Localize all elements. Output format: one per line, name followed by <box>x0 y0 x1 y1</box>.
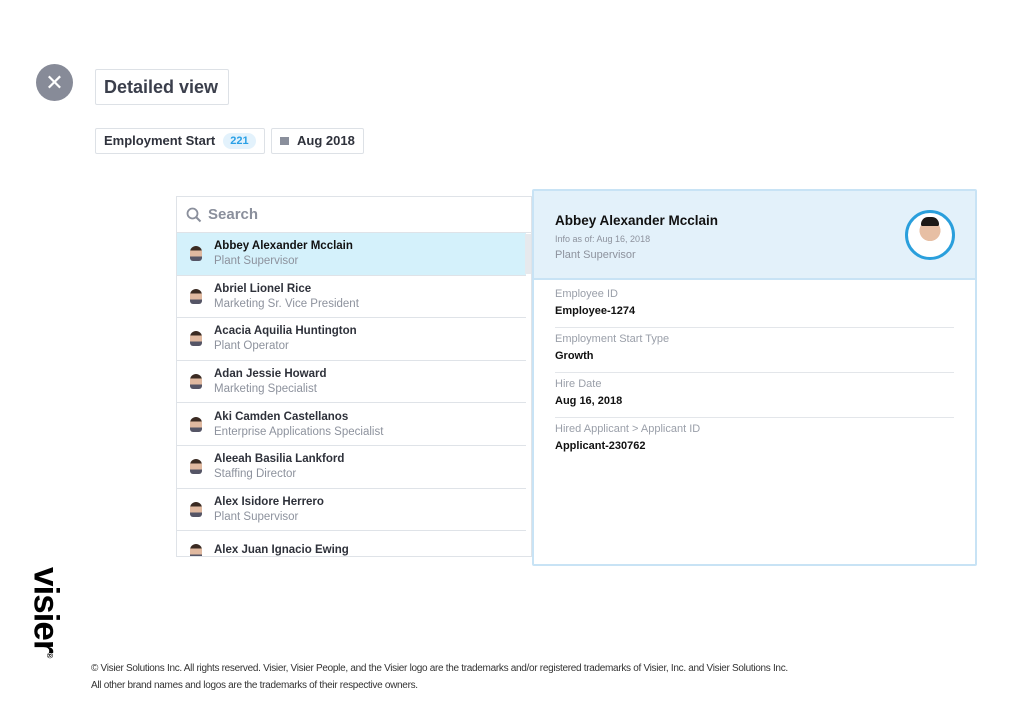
avatar <box>190 544 202 557</box>
employee-name: Aki Camden Castellanos <box>214 410 349 423</box>
metric-label: Employment Start <box>104 133 216 148</box>
search-icon <box>186 207 202 223</box>
employee-job: Plant Supervisor <box>214 255 299 268</box>
employee-list <box>176 196 532 557</box>
employee-job: Plant Operator <box>214 340 289 353</box>
employee-name: Abbey Alexander Mcclain <box>214 240 353 253</box>
search-placeholder: Search <box>208 206 259 223</box>
employee-name: Alex Juan Ignacio Ewing <box>214 544 349 557</box>
field-value: Applicant-230762 <box>555 440 646 452</box>
employee-job: Plant Supervisor <box>214 510 299 523</box>
employee-job: Staffing Director <box>214 468 297 481</box>
calendar-icon <box>280 137 289 145</box>
field-value: Aug 16, 2018 <box>555 395 623 407</box>
employee-name: Acacia Aquilia Huntington <box>214 325 357 338</box>
list-item[interactable] <box>177 276 526 319</box>
date-chip[interactable] <box>271 128 364 154</box>
employee-name: Abriel Lionel Rice <box>214 282 312 295</box>
employee-job: Enterprise Applications Specialist <box>214 425 384 438</box>
list-item[interactable] <box>177 489 526 532</box>
employee-name: Alex Isidore Herrero <box>214 495 324 508</box>
field-label: Hire Date <box>555 378 602 390</box>
list-item[interactable] <box>177 318 526 361</box>
search-input[interactable] <box>177 197 531 233</box>
avatar <box>190 289 202 304</box>
copyright <box>91 660 788 694</box>
list-item[interactable] <box>177 531 526 557</box>
avatar <box>190 417 202 432</box>
avatar <box>905 210 955 260</box>
copyright-line-1: © Visier Solutions Inc. All rights reserved. Visier, Visier People, and the Visier logo are the trademarks and/or registered trademarks of Visier, Inc. and Visier Solutions Inc. <box>91 663 788 674</box>
list-item[interactable] <box>177 403 526 446</box>
count-badge: 221 <box>223 133 255 149</box>
page-title: Detailed view <box>95 69 229 105</box>
avatar <box>190 374 202 389</box>
info-as-of: Info as of: Aug 16, 2018 <box>555 234 651 244</box>
list-item[interactable] <box>177 446 526 489</box>
avatar <box>190 246 202 261</box>
close-icon: ✕ <box>45 70 64 95</box>
scrollbar[interactable] <box>525 234 531 274</box>
copyright-line-2: All other brand names and logos are the trademarks of their respective owners. <box>91 680 418 691</box>
visier-logo: visier® <box>26 567 66 658</box>
employee-name: Aleeah Basilia Lankford <box>214 453 345 466</box>
detail-header <box>534 191 975 280</box>
detail-job: Plant Supervisor <box>555 249 636 261</box>
employee-name: Adan Jessie Howard <box>214 368 327 381</box>
detail-field <box>555 328 954 373</box>
detail-field <box>555 373 954 418</box>
date-label: Aug 2018 <box>297 133 355 148</box>
list-item[interactable] <box>177 361 526 404</box>
employee-job: Marketing Sr. Vice President <box>214 297 359 310</box>
field-value: Employee-1274 <box>555 305 636 317</box>
detail-field <box>555 418 954 463</box>
avatar <box>190 502 202 517</box>
field-value: Growth <box>555 350 594 362</box>
metric-chip[interactable] <box>95 128 265 154</box>
field-label: Hired Applicant > Applicant ID <box>555 423 701 435</box>
employee-detail-card <box>532 189 977 566</box>
detail-name: Abbey Alexander Mcclain <box>555 213 719 228</box>
avatar <box>190 459 202 474</box>
list-item[interactable] <box>177 233 526 276</box>
field-label: Employee ID <box>555 288 618 300</box>
detail-field <box>555 283 954 328</box>
avatar <box>190 331 202 346</box>
field-label: Employment Start Type <box>555 333 670 345</box>
employee-job: Marketing Specialist <box>214 383 317 396</box>
close-button[interactable] <box>36 64 73 101</box>
